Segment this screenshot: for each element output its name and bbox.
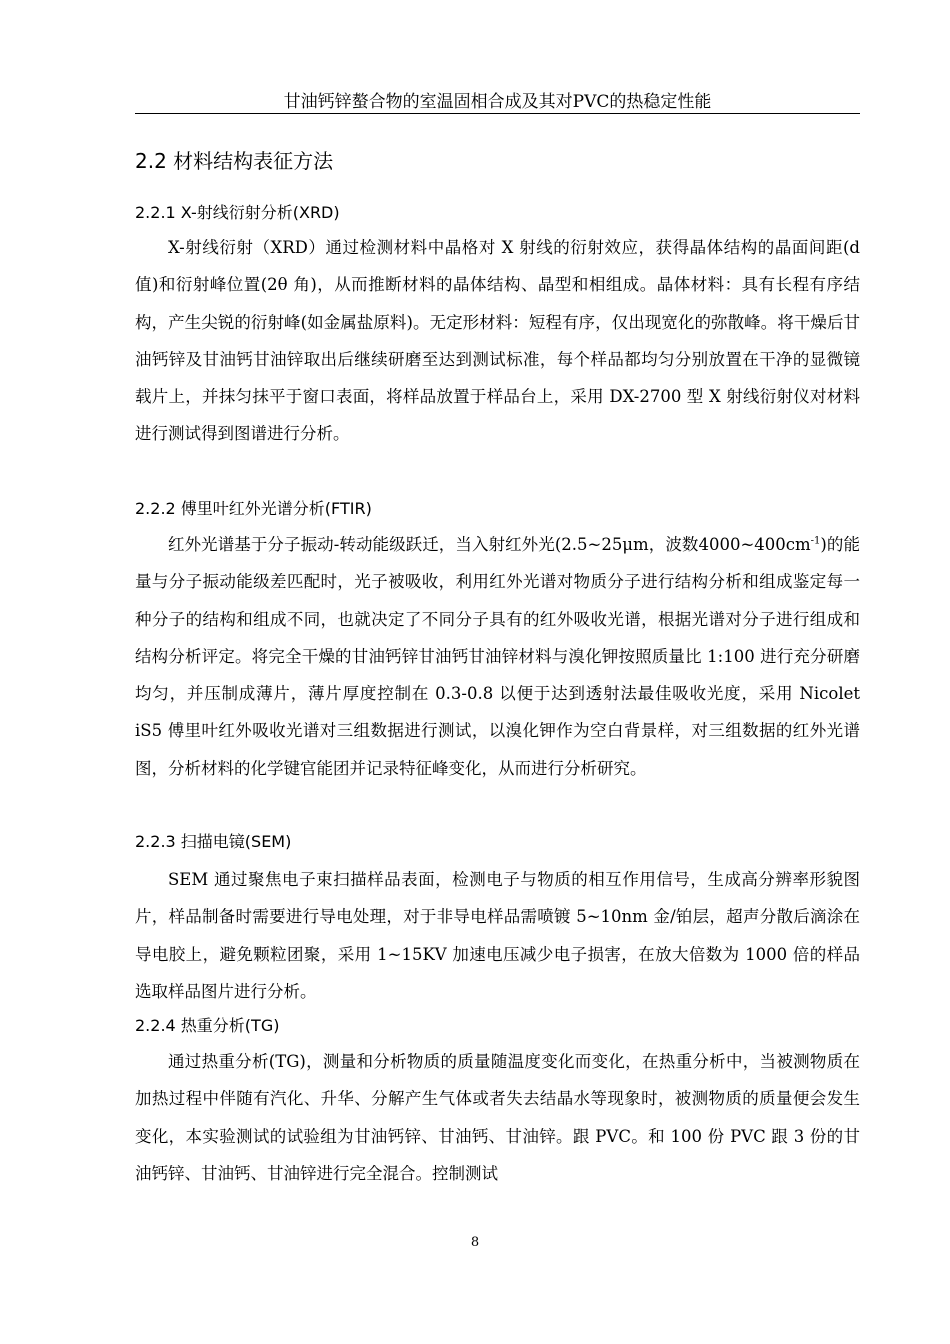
paragraph-sem: SEM 通过聚焦电子束扫描样品表面，检测电子与物质的相互作用信号，生成高分辨率形貌图片，样品制备时需要进行导电处理，对于非导电样品需喷镀 5~10nm 金/铂层，超声分散后滴涂在导电胶上，避免颗粒团聚，采用 1~15KV 加速电压减少电子损害，在放大倍数为 1000 倍的样品选取样品图片进行分析。 [135, 870, 860, 1001]
subsection-title-tg: 2.2.4 热重分析(TG) [135, 1016, 280, 1035]
running-header: 甘油钙锌螯合物的室温固相合成及其对PVC的热稳定性能 [283, 92, 712, 112]
paragraph-ftir [135, 526, 860, 787]
wavenumber-exponent: -1 [810, 535, 821, 547]
subsection-title-xrd: 2.2.1 X-射线衍射分析(XRD) [135, 203, 340, 222]
paragraph-tg: 通过热重分析(TG)，测量和分析物质的质量随温度变化而变化，在热重分析中，当被测物质在加热过程中伴随有汽化、升华、分解产生气体或者失去结晶水等现象时，被测物质的质量便会发生变化，本实验测试的试验组为甘油钙锌、甘油钙、甘油锌。跟 PVC。和 100 份 PVC 跟 3 份的甘油钙锌、甘油钙、甘油锌进行完全混合。控制测试 [135, 1052, 860, 1183]
subsection-title-sem: 2.2.3 扫描电镜(SEM) [135, 832, 292, 851]
header-divider [135, 113, 860, 114]
page-number: 8 [470, 1235, 480, 1250]
section-title: 2.2 材料结构表征方法 [135, 149, 334, 173]
paragraph-ftir-part2: )的能量与分子振动能级差匹配时，光子被吸收，利用红外光谱对物质分子进行结构分析和组成鉴定每一种分子的结构和组成不同，也就决定了不同分子具有的红外吸收光谱，根据光谱对分子进行组成和结构分析评定。将完全干燥的甘油钙锌甘油钙甘油锌材料与溴化钾按照质量比 1:100 进行充分研磨均匀，并压制成薄片，薄片厚度控制在 0.3-0.8 以便于达到透射法最佳吸收光度，采用 Nicolet iS5 傅里叶红外吸收光谱对三组数据进行测试，以溴化钾作为空白背景样，对三组数据的红外光谱图，分析材料的化学键官能团并记录特征峰变化，从而进行分析研究。 [135, 535, 861, 778]
paragraph-ftir-part1: 红外光谱基于分子振动-转动能级跃迁，当入射红外光(2.5~25μm，波数4000~400cm [168, 535, 811, 554]
paragraph-xrd: X-射线衍射（XRD）通过检测材料中晶格对 X 射线的衍射效应，获得晶体结构的晶面间距(d 值)和衍射峰位置(2θ 角)，从而推断材料的晶体结构、晶型和相组成。晶体材料：具有长程有序结构，产生尖锐的衍射峰(如金属盐原料)。无定形材料：短程有序，仅出现宽化的弥散峰。将干燥后甘油钙锌及甘油钙甘油锌取出后继续研磨至达到测试标准，每个样品都均匀分别放置在干净的显微镜载片上，并抹匀抹平于窗口表面，将样品放置于样品台上，采用 DX-2700 型 X 射线衍射仪对材料进行测试得到图谱进行分析。 [135, 238, 860, 444]
subsection-title-ftir: 2.2.2 傅里叶红外光谱分析(FTIR) [135, 499, 372, 518]
